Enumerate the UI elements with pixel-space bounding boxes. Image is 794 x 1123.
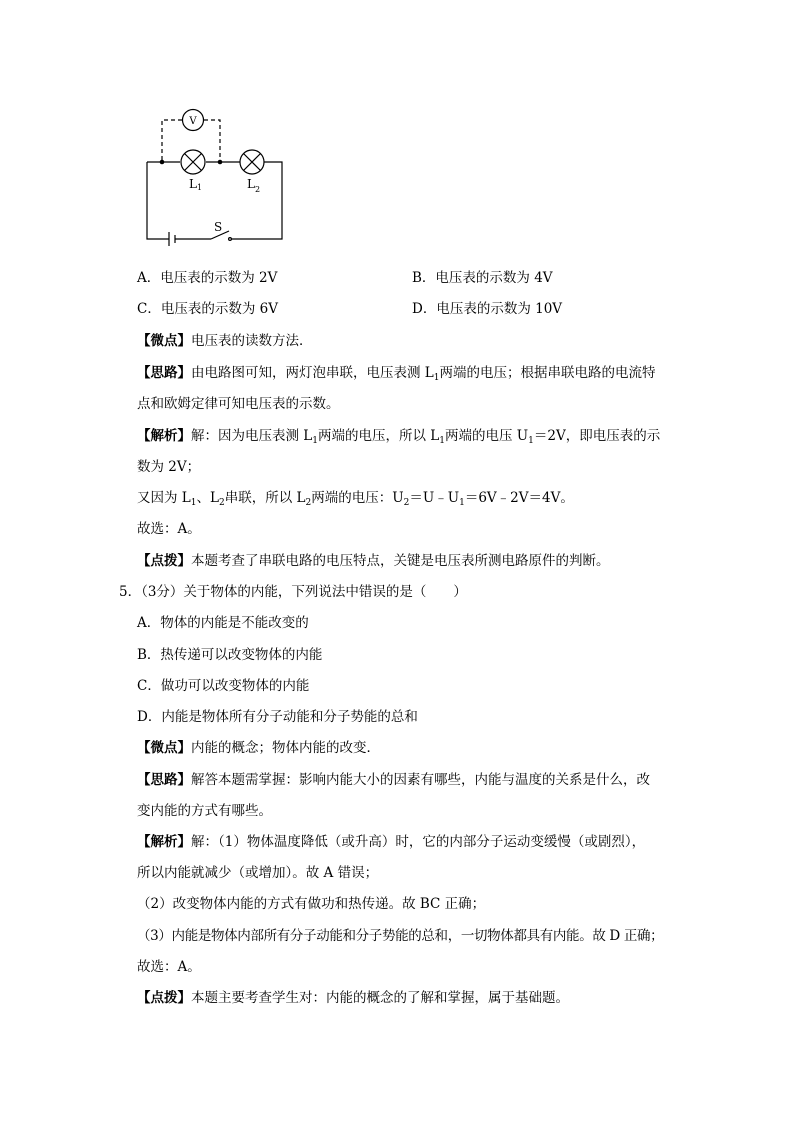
silu-tag: 【思路】	[137, 365, 191, 381]
lamp-l2-cross	[244, 154, 261, 171]
lamp-l1-cross	[185, 154, 202, 171]
q5-option-b: B．热传递可以改变物体的内能	[137, 647, 323, 663]
q5-weidian: 【微点】内能的概念；物体内能的改变．	[137, 740, 380, 756]
weidian-tag: 【微点】	[137, 740, 191, 756]
q4-option-a: A．电压表的示数为 2V	[137, 270, 278, 286]
lamp-l2-label: $L_2$	[247, 177, 261, 194]
junction-dot	[160, 160, 165, 165]
q5-jiexi-line3: （2）改变物体内能的方式有做功和热传递。故 BC 正确；	[137, 896, 486, 912]
q5-answer: 故选：A。	[137, 959, 201, 975]
dianbo-tag: 【点拨】	[137, 553, 191, 569]
switch-label: S	[214, 220, 223, 234]
q4-option-b: B．电压表的示数为 4V	[412, 270, 553, 286]
weidian-text: 电压表的读数方法．	[191, 333, 313, 349]
q4-weidian	[137, 332, 313, 350]
q4-dianbo: 【点拨】本题考查了串联电路的电压特点，关键是电压表所测电路原件的判断。	[137, 553, 610, 569]
q5-jiexi-line2: 所以内能就减少（或增加）。故 A 错误；	[137, 865, 379, 881]
voltmeter-lead	[162, 120, 182, 160]
q5-silu-line1: 【思路】解答本题需掌握：影响内能大小的因素有哪些，内能与温度的关系是什么，改	[137, 772, 650, 788]
q4-silu-line2: 点和欧姆定律可知电压表的示数。	[137, 396, 340, 412]
q4-jiexi-line2: 数为 2V；	[137, 459, 201, 475]
q4-option-c: C．电压表的示数为 6V	[137, 301, 278, 317]
q5-option-d: D．内能是物体所有分子动能和分子势能的总和	[137, 709, 418, 725]
lamp-l1-label: L1	[189, 177, 203, 192]
silu-tag: 【思路】	[137, 772, 191, 788]
circuit-wire	[147, 162, 169, 239]
q5-option-a: A．物体的内能是不能改变的	[137, 615, 309, 631]
q5-dianbo: 【点拨】本题主要考查学生对：内能的概念的了解和掌握，属于基础题。	[137, 990, 569, 1006]
q4-silu-line1: 【思路】由电路图可知，两灯泡串联，电压表测 $L_1$两端的电压；根据串联电路的电流特	[137, 365, 656, 383]
jiexi-tag: 【解析】	[137, 834, 191, 850]
q5-option-c: C．做功可以改变物体的内能	[137, 678, 310, 694]
q5-silu-line2: 变内能的方式有哪些。	[137, 803, 272, 819]
circuit-diagram	[140, 104, 290, 246]
dianbo-tag: 【点拨】	[137, 990, 191, 1006]
q5-jiexi-line1: 【解析】解：（1）物体温度降低（或升高）时，它的内部分子运动变缓慢（或剧烈），	[137, 834, 646, 850]
q4-option-d: D．电压表的示数为 10V	[412, 301, 563, 317]
q4-answer: 故选：A。	[137, 521, 201, 537]
q4-jiexi-line3: 又因为 $L_1$、$L_2$串联，所以 $L_2$两端的电压：$U_2=U﹣U_1=6V﹣2V=4V$。	[137, 490, 574, 508]
weidian-tag: 【微点】	[137, 333, 191, 349]
switch-contact	[229, 238, 232, 241]
jiexi-tag: 【解析】	[137, 428, 191, 444]
voltmeter-label: V	[189, 116, 197, 127]
q4-jiexi-line1: 【解析】解：因为电压表测 $L_1$两端的电压，所以 $L_1$两端的电压 $U_1=2V$，即电压表的示	[137, 428, 661, 446]
junction-dot	[218, 160, 223, 165]
voltmeter-lead	[204, 120, 220, 160]
q5-stem: 5．（3分）关于物体的内能，下列说法中错误的是（ ）	[119, 584, 467, 600]
q5-jiexi-line4: （3）内能是物体内部所有分子动能和分子势能的总和，一切物体都具有内能。故 D 正确；	[137, 928, 664, 944]
